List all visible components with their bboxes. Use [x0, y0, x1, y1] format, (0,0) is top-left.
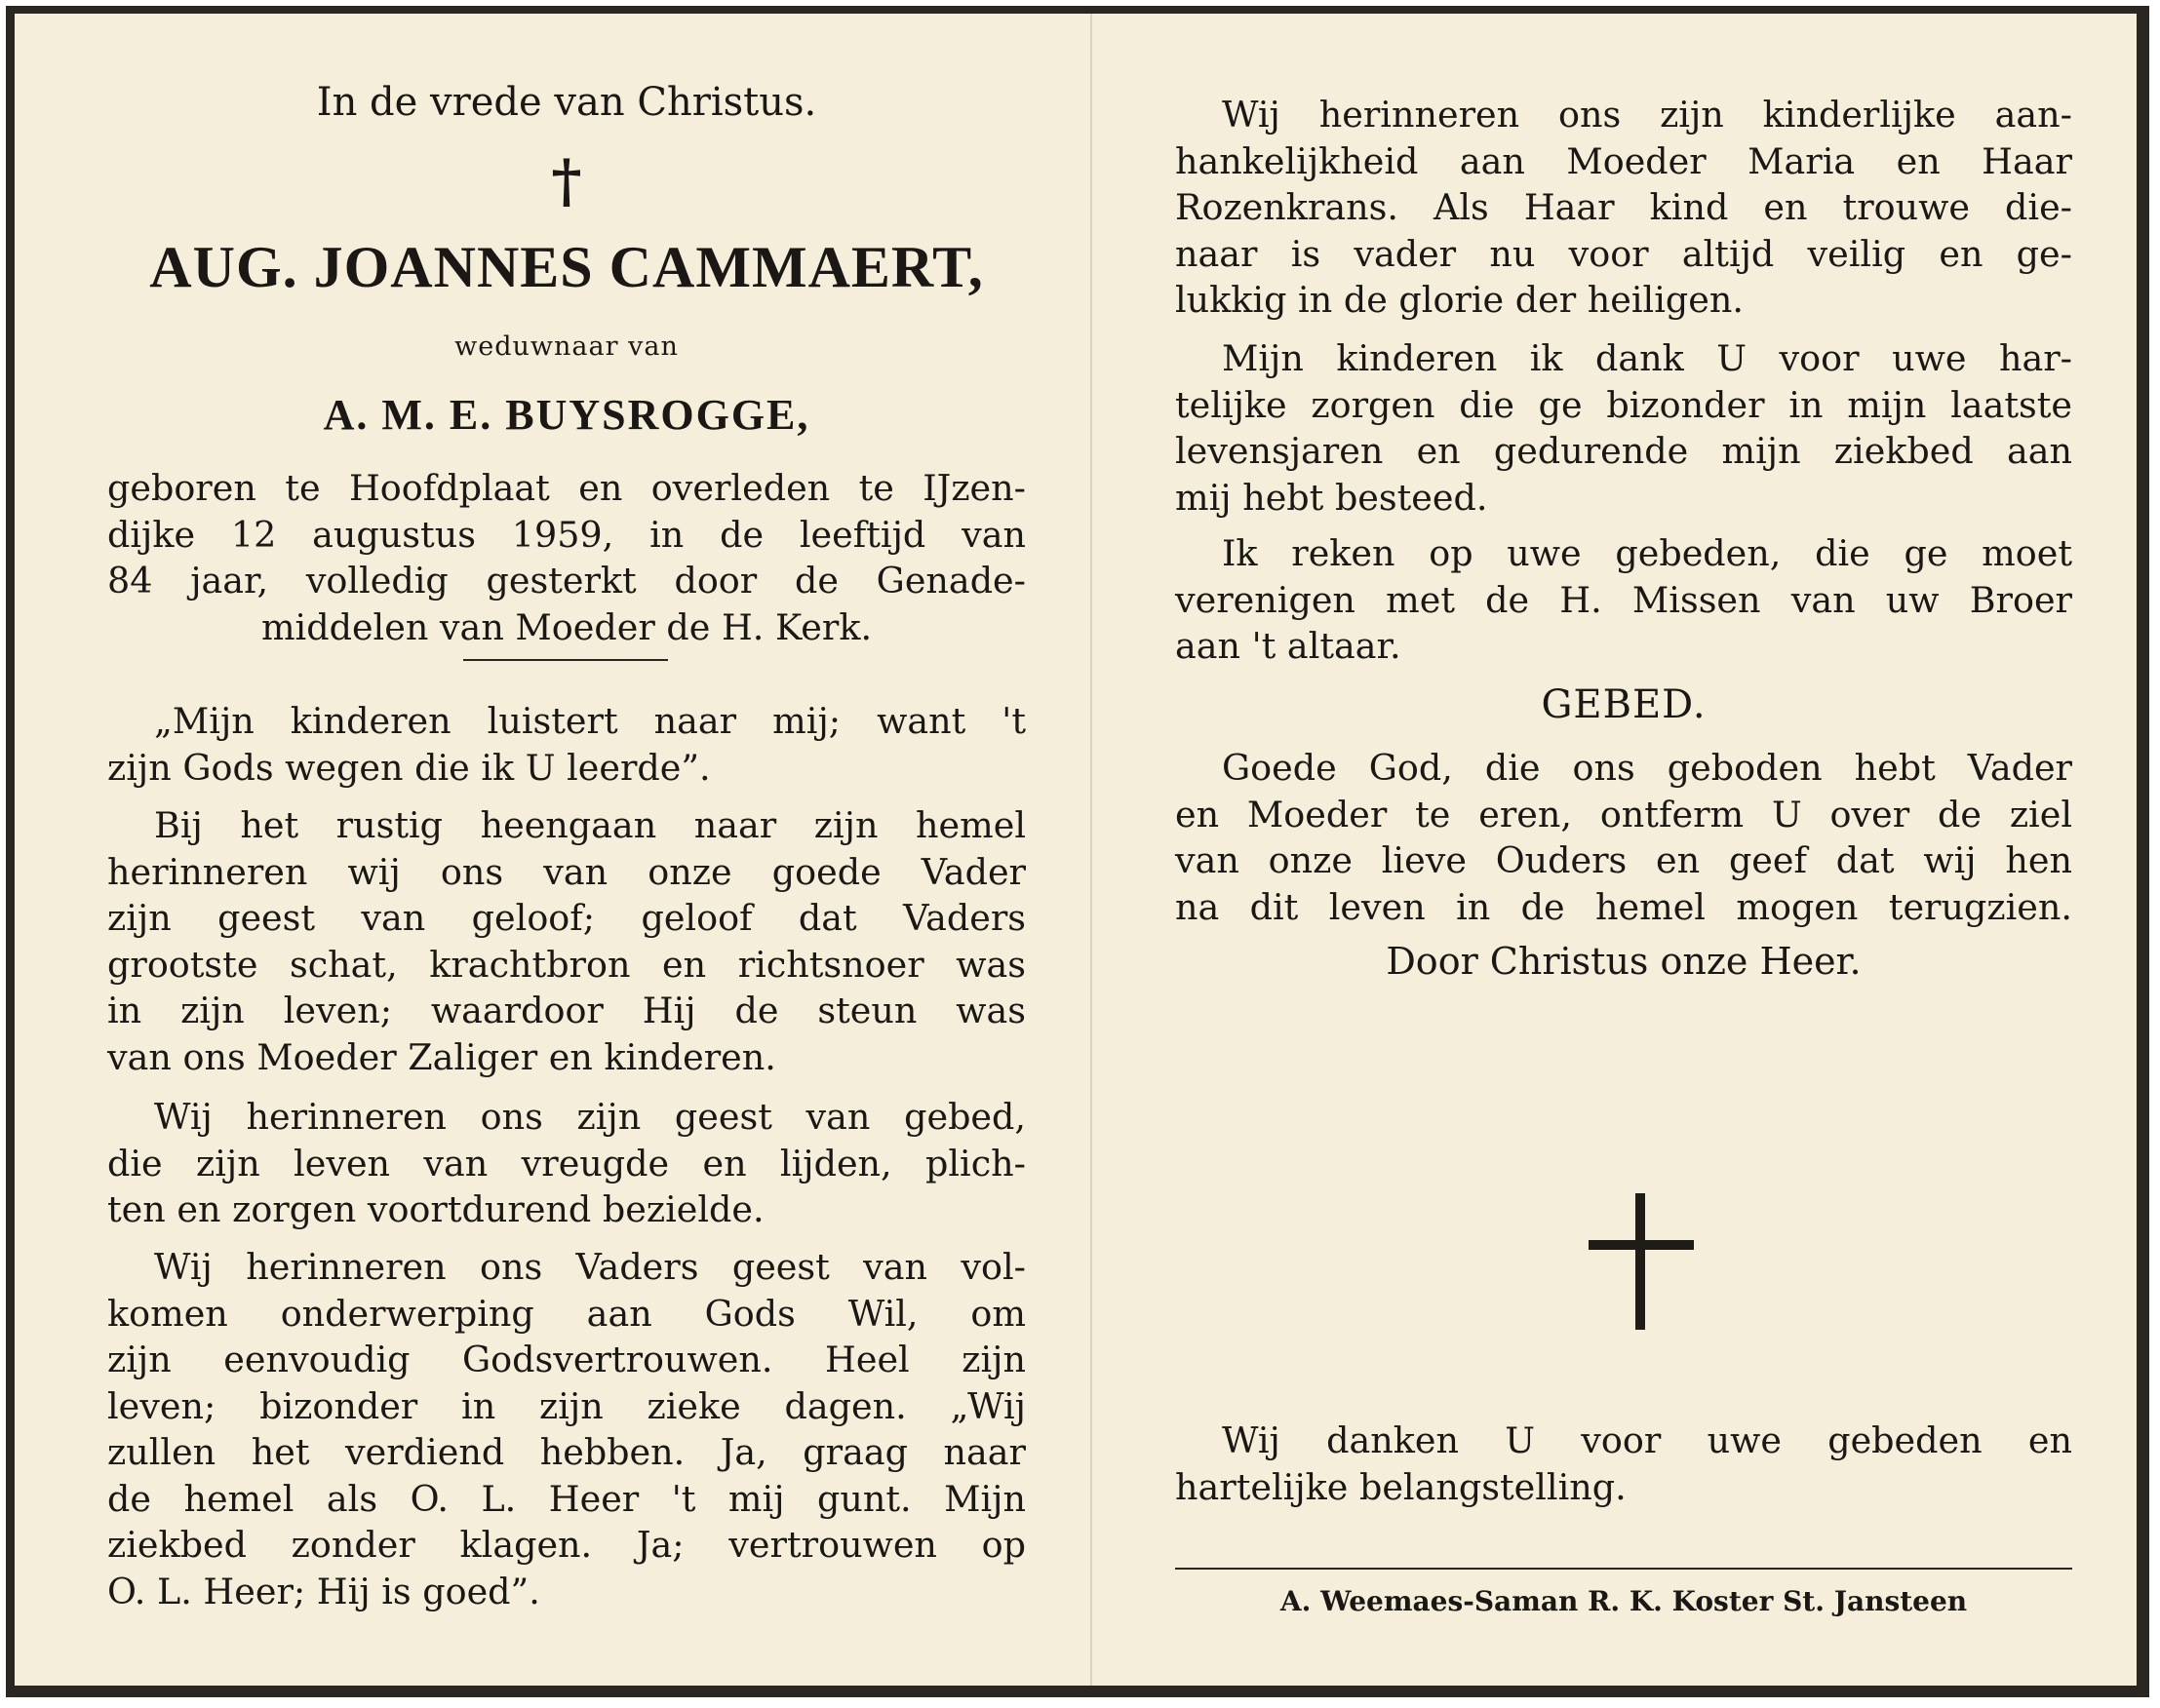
text-line: mij hebt besteed. [1175, 476, 1488, 519]
widower-of-label: weduwnaar van [454, 331, 679, 362]
printer-credit: A. Weemaes-Saman R. K. Koster St. Jansteen [1279, 1585, 1968, 1617]
text-line: telijke zorgen die ge bizonder in mijn laatste [1175, 383, 2072, 426]
text-line: van onze lieve Ouders en geef dat wij hen [1175, 839, 2072, 881]
text-line: ziekbed zonder klagen. Ja; vertrouwen op [107, 1524, 1026, 1566]
prayer-paragraph [1175, 745, 2072, 930]
footer-divider [1175, 1568, 2072, 1570]
bio-paragraph [107, 465, 1026, 650]
bio-line: middelen van Moeder de H. Kerk. [260, 605, 873, 648]
text-line: hartelijke belangstelling. [1175, 1465, 1627, 1508]
text-line: Wij herinneren ons zijn kinderlijke aan- [1222, 94, 2072, 136]
text-line: levensjaren en gedurende mijn ziekbed aan [1175, 430, 2072, 472]
text-line: herinneren wij ons van onze goede Vader [107, 850, 1026, 893]
masses-paragraph [1175, 530, 2072, 670]
cross-vertical-bar [1635, 1193, 1645, 1330]
bio-line: 84 jaar, volledig gesterkt door de Genade- [107, 560, 1026, 602]
thanks-paragraph [1175, 1417, 2072, 1510]
text-line: Goede God, die ons geboden hebt Vader [1222, 747, 2072, 789]
text-line: na dit leven in de hemel mogen terugzien. [1175, 885, 2072, 928]
spouse-name: A. M. E. BUYSROGGE, [323, 391, 810, 439]
submission-paragraph [107, 1244, 1026, 1614]
bio-line: dijke 12 augustus 1959, in de leeftijd van [107, 513, 1026, 556]
memorial-card [6, 6, 2149, 1697]
text-line: verenigen met de H. Missen van uw Broer [1175, 578, 2072, 621]
text-line: O. L. Heer; Hij is goed”. [107, 1570, 540, 1612]
text-line: naar is vader nu voor altijd veilig en ge- [1175, 232, 2072, 275]
text-line: Rozenkrans. Als Haar kind en trouwe die- [1175, 186, 2072, 228]
cross-icon: † [551, 147, 582, 215]
text-line: zijn eenvoudig Godsvertrouwen. Heel zijn [107, 1339, 1026, 1380]
text-line: Mijn kinderen ik dank U voor uwe har- [1222, 337, 2072, 379]
text-line: zijn geest van geloof; geloof dat Vaders [107, 897, 1026, 939]
center-fold [1090, 14, 1092, 1686]
text-line: zullen het verdiend hebben. Ja, graag naar [107, 1431, 1026, 1473]
text-line: Wij herinneren ons Vaders geest van vol- [154, 1246, 1026, 1288]
text-line: Ik reken op uwe gebeden, die ge moet [1222, 532, 2072, 574]
text-line: zijn Gods wegen die ik U leerde”. [107, 746, 711, 789]
text-line: die zijn leven van vreugde en lijden, plich- [107, 1142, 1026, 1184]
deceased-name: AUG. JOANNES CAMMAERT, [149, 235, 984, 299]
prayer-heading: GEBED. [1541, 682, 1707, 727]
text-line: komen onderwerping aan Gods Wil, om [107, 1292, 1026, 1335]
text-line: in zijn leven; waardoor Hij de steun was [107, 990, 1026, 1031]
text-line: leven; bizonder in zijn zieke dagen. „Wij [107, 1384, 1026, 1427]
bio-line: geboren te Hoofdplaat en overleden te IJzen- [107, 467, 1026, 509]
prayer-closing: Door Christus onze Heer. [1386, 940, 1862, 983]
cross-horizontal-bar [1589, 1240, 1694, 1250]
prayer-spirit-paragraph [107, 1094, 1026, 1233]
text-line: van ons Moeder Zaliger en kinderen. [107, 1035, 776, 1078]
faith-paragraph [107, 802, 1026, 1080]
cross-icon [1589, 1193, 1694, 1330]
text-line: lukkig in de glorie der heiligen. [1175, 279, 1744, 321]
quote-paragraph [107, 698, 1026, 791]
text-line: aan 't altaar. [1175, 625, 1401, 667]
text-line: „Mijn kinderen luistert naar mij; want 't [154, 700, 1026, 742]
text-line: ten en zorgen voortdurend bezielde. [107, 1188, 765, 1230]
text-line: Wij danken U voor uwe gebeden en [1222, 1419, 2072, 1461]
text-line: Bij het rustig heengaan naar zijn hemel [154, 804, 1026, 846]
text-line: grootste schat, krachtbron en richtsnoer was [107, 943, 1026, 986]
text-line: en Moeder te eren, ontferm U over de ziel [1175, 793, 2072, 835]
thanks-children-paragraph [1175, 335, 2072, 521]
text-line: hankelijkheid aan Moeder Maria en Haar [1175, 139, 2072, 182]
header-line: In de vrede van Christus. [316, 80, 817, 125]
mary-paragraph [1175, 92, 2072, 324]
text-line: de hemel als O. L. Heer 't mij gunt. Mijn [107, 1477, 1026, 1520]
text-line: Wij herinneren ons zijn geest van gebed, [154, 1096, 1026, 1138]
divider [463, 659, 668, 661]
